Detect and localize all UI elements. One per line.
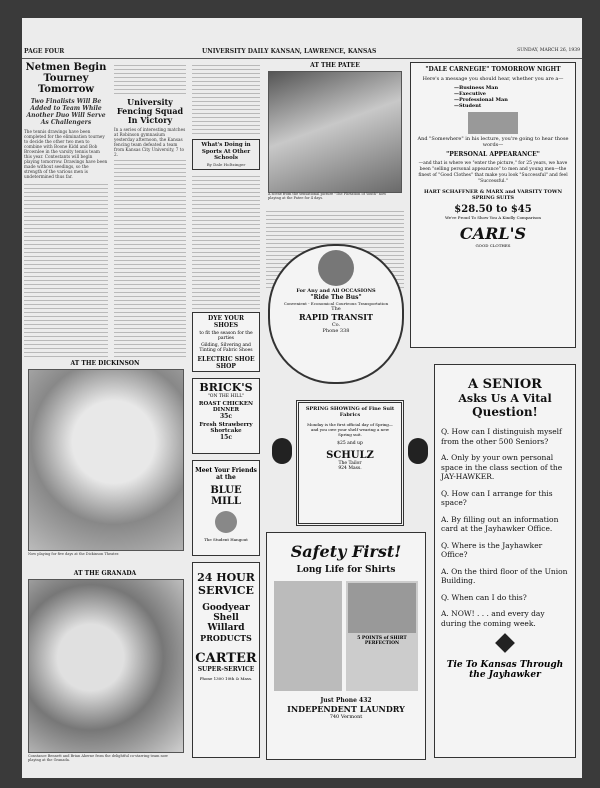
carnegie-quote: "PERSONAL APPEARANCE" [446, 151, 540, 158]
dye-shoes-title: DYE YOUR SHOES [208, 315, 244, 329]
blue-mill-line1: Meet Your Friends at the [195, 467, 257, 481]
lecturer-illustration [468, 112, 518, 134]
role-executive: —Executive [454, 91, 486, 97]
carter-name: CARTER [195, 651, 257, 666]
schulz-addr: 924 Mass. [338, 466, 362, 471]
senior-title3: Question! [472, 405, 538, 419]
rapid-transit-ad [268, 244, 404, 384]
rapid-transit-phone: Phone 338 [322, 328, 350, 334]
laundry-ad [266, 532, 426, 760]
carter-line1: 24 HOUR [197, 571, 255, 584]
carnegie-price: $28.50 to $45 [454, 204, 532, 215]
carls-logo: CARL'S [459, 224, 527, 243]
blue-mill-ad [192, 460, 260, 556]
fencing-body-continued [114, 157, 186, 357]
mill-icon [215, 511, 237, 533]
bricks-item1: ROAST CHICKEN DINNER [198, 401, 254, 413]
carnegie-roles [414, 85, 572, 109]
qa-item: A. On the third floor of the Union Building. [441, 566, 568, 585]
diamond-ornament-icon [495, 633, 515, 653]
carter-line2: SERVICE [198, 584, 254, 597]
carnegie-tagline: We're Proud To Show You A Kindly Comparison [444, 215, 542, 220]
laundry-addr: 740 Vermont [329, 714, 363, 720]
senior-footer: Tie To Kansas Through the Jayhawker [446, 660, 564, 680]
dye-shoes-line1: to fit the season for the parties [199, 331, 253, 341]
bricks-price2: 15c [219, 434, 232, 441]
dickinson-photo [28, 369, 184, 551]
delivery-man-illustration [274, 581, 342, 691]
carnegie-mid: And "Somewhere" in his lecture, you're going to hear those words— [417, 136, 569, 148]
netmen-body: The tennis drawings have been completed for the elimination tourney to decide the other two men to combine with Boone Kidd and Bob Brownlee in the varsity tennis team this year. Contestants will begin playing tomorrow. Drawings have been made without seedings, so the strength of the various men is undetermined thus far. [24, 129, 108, 179]
qa-item: A. By filling out an information card at the Jayhawker Office. [441, 514, 559, 533]
issue-date: SUNDAY, MARCH 26, 1939 [517, 48, 580, 53]
schulz-right-figure [408, 438, 428, 464]
rapid-transit-name: RAPID TRANSIT [299, 312, 373, 322]
carnegie-brand: HART SCHAFFNER & MARX and VARSITY TOWN SPRING SUITS [423, 189, 563, 201]
rapid-transit-co: Co. [331, 322, 341, 328]
laundry-sub: Long Life for Shirts [296, 565, 396, 575]
laundry-points: 5 POINTS of SHIRT PERFECTION [357, 636, 407, 646]
qa-item: Q. Where is the Jayhawker Office? [441, 540, 543, 559]
dickinson-section [24, 360, 186, 566]
granada-photo [28, 579, 184, 753]
carnegie-intro: Here's a message you should hear, whether you are a— [422, 76, 564, 82]
rapid-transit-line3: Convenient - Economical Courteous Transportation [283, 301, 389, 306]
netmen-body-continued [24, 181, 108, 358]
role-professional-man: —Professional Man [454, 97, 508, 103]
qa-item: Q. When can I do this? [441, 592, 527, 602]
laundry-phone: Just Phone 432 [320, 697, 372, 704]
blue-mill-sub: The Student Hangout [204, 537, 248, 542]
shirt-illustration [348, 583, 416, 633]
bricks-price1: 35c [219, 413, 232, 420]
tennis-drawings-text [114, 62, 186, 96]
bricks-name: BRICK'S [199, 381, 253, 394]
carter-line5: Willard [207, 623, 245, 633]
granada-title: AT THE GRANADA [73, 570, 137, 577]
bricks-item2: Fresh Strawberry Shortcake [199, 422, 253, 434]
rapid-transit-the: The [331, 306, 341, 312]
schulz-ad [296, 400, 404, 526]
schulz-body: Monday is the first official day of Spring—and you owe your shelf wearing a new Spring suit. [307, 422, 393, 437]
qa-item: Q. How can I arrange for this space? [441, 488, 553, 507]
carnegie-title: "DALE CARNEGIE" TOMORROW NIGHT [425, 66, 561, 73]
granada-section [24, 570, 186, 776]
carnegie-body: —and that is where we "enter the picture," for 25 years, we have been "selling personal appearance" to men and young men—the finest of "Good Clothes" that make you look "Successful" and feel "Successful." [418, 161, 568, 184]
sports-results-text [192, 62, 260, 136]
dye-shoes-line2: Gilding, Silvering and Tinting of Fabric Shoes [199, 343, 253, 353]
role-student: —Student [454, 103, 482, 109]
laundry-name: INDEPENDENT LAUNDRY [287, 704, 405, 714]
carter-line6: PRODUCTS [200, 633, 252, 643]
jayhawker-ad [434, 364, 576, 758]
netmen-headline: Netmen Begin Tourney Tomorrow [25, 62, 107, 95]
fencing-body: In a series of interesting matches at Robinson gymnasium yesterday afternoon, the Kansas fencing team defeated a team from Kansas City University, 7 to 2. [114, 127, 186, 157]
senior-title1: A SENIOR [467, 377, 542, 392]
fencing-article [114, 62, 186, 358]
netmen-subhead: Two Finalists Will Be Added to Team While Another Duo Will Serve As Challengers [26, 98, 106, 126]
newspaper-page [22, 18, 582, 778]
dickinson-caption: Now playing for five days at the Dickinson Theater. [28, 552, 120, 556]
patee-section [266, 62, 404, 202]
patee-caption: A scene from the sensational picture "The Flirtation of Youth" now playing at the Patee for 4 days. [268, 192, 387, 200]
bricks-sub: "ON THE HILL" [207, 394, 245, 399]
dye-shoes-ad [192, 312, 260, 372]
qa-item: A. Only by your own personal space in the class section of the JAY-HAWKER. [441, 453, 563, 481]
rapid-transit-line2: "Ride The Bus" [310, 294, 362, 301]
carls-ad [410, 62, 576, 348]
bricks-ad [192, 378, 260, 454]
qa-item: Q. How can I distinguish myself from the other 500 Seniors? [441, 427, 562, 446]
schulz-left-figure [272, 438, 292, 464]
blue-mill-name: BLUE MILL [210, 485, 242, 507]
senior-title2: Asks Us A Vital [458, 392, 552, 405]
carter-sub: SUPER-SERVICE [197, 666, 255, 673]
dye-shoes-name: ELECTRIC SHOE SHOP [197, 356, 255, 370]
laundry-headline: Safety First! [290, 542, 402, 561]
sports-poll-byline: By Dale Holtzinger [206, 161, 246, 167]
schulz-title: SPRING SHOWING of Fine Suit Fabrics [305, 406, 395, 418]
patee-photo [268, 71, 402, 193]
role-business-man: —Business Man [454, 85, 499, 91]
carter-line3: Goodyear [202, 603, 250, 613]
schulz-name: SCHULZ [326, 450, 374, 461]
fencing-headline: University Fencing Squad In Victory [116, 97, 184, 125]
page-number: PAGE FOUR [24, 48, 65, 55]
newspaper-title: UNIVERSITY DAILY KANSAN, LAWRENCE, KANSAS [202, 48, 377, 55]
qa-item: A. NOW! . . . and every day during the coming week. [441, 609, 545, 628]
page-header [22, 48, 582, 59]
schulz-price: $25 and up [337, 441, 363, 446]
granada-caption: Constance Bennett and Brian Aherne from the delightful co-starring team now playing at the Granada. [28, 754, 168, 762]
bus-driver-portrait [318, 250, 354, 286]
schulz-sub: The Tailor [338, 461, 362, 466]
carls-logo-sub: GOOD CLOTHES [475, 243, 511, 248]
sports-poll-title: What's Doing in Sports At Other Schools [201, 142, 251, 161]
carter-line4: Shell [213, 613, 239, 623]
rapid-transit-line1: For Any and All OCCASIONS [296, 288, 376, 294]
carter-ad [192, 562, 260, 758]
dickinson-title: AT THE DICKINSON [70, 360, 140, 367]
carter-phone: Phone 1300 10th & Mass. [199, 676, 253, 681]
netmen-article [24, 62, 108, 358]
patee-title: AT THE PATEE [310, 62, 360, 69]
shirt-perfection-list [346, 581, 418, 691]
